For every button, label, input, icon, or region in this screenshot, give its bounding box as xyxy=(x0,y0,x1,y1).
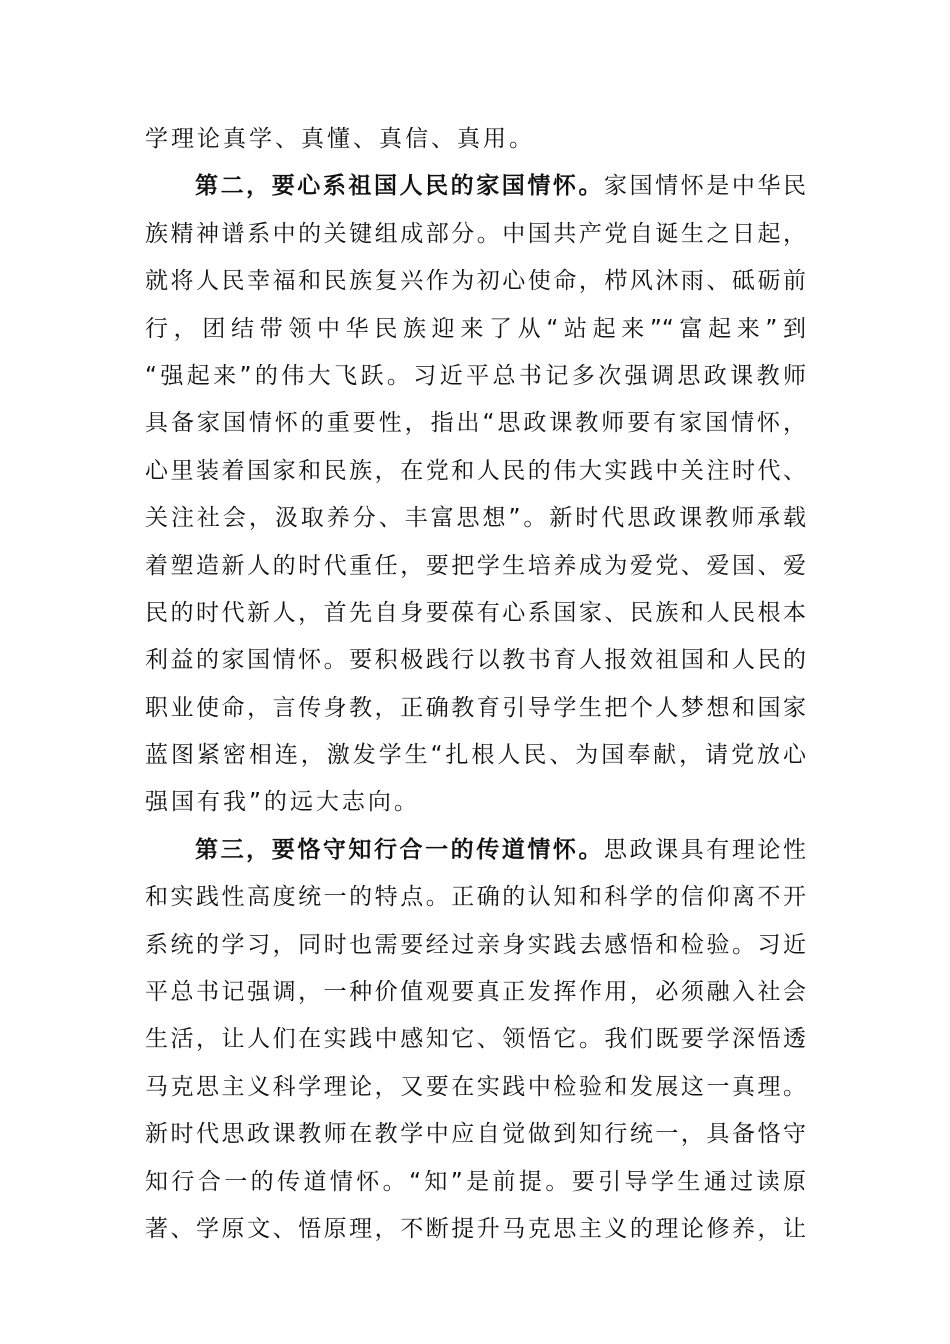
text-line xyxy=(145,827,806,874)
line-text: 系统的学习，同时也需要经过亲身实践去感悟和检验。习近 xyxy=(145,931,806,958)
text-line xyxy=(145,306,806,353)
text-line xyxy=(145,637,806,684)
text-line xyxy=(145,1016,806,1063)
text-line xyxy=(145,495,806,542)
text-line xyxy=(145,590,806,637)
text-line xyxy=(145,1111,806,1158)
line-text: 行，团结带领中华民族迎来了从“站起来”“富起来”到 xyxy=(145,315,806,342)
line-text: 平总书记强调，一种价值观要真正发挥作用，必须融入社会 xyxy=(145,979,806,1006)
line-text: 学理论真学、真懂、真信、真用。 xyxy=(145,126,535,152)
text-line xyxy=(145,969,806,1016)
line-text: 职业使命，言传身教，正确教育引导学生把个人梦想和国家 xyxy=(145,694,806,721)
text-line xyxy=(145,874,806,921)
line-text: 生活，让人们在实践中感知它、领悟它。我们既要学深悟透 xyxy=(145,1026,806,1053)
line-text: 心里装着国家和民族，在党和人民的伟大实践中关注时代、 xyxy=(145,457,806,484)
paragraph-heading: 第二，要心系祖国人民的家国情怀。 xyxy=(195,173,605,200)
line-text: 具备家国情怀的重要性，指出“思政课教师要有家国情怀， xyxy=(145,410,806,437)
text-line xyxy=(145,732,806,779)
text-line xyxy=(145,211,806,258)
line-text: 着塑造新人的时代重任，要把学生培养成为爱党、爱国、爱 xyxy=(145,552,806,579)
text-line xyxy=(145,448,806,495)
line-text: 就将人民幸福和民族复兴作为初心使命，栉风沐雨、砥砺前 xyxy=(145,268,806,295)
text-line xyxy=(145,258,806,305)
line-text: 民的时代新人，首先自身要葆有心系国家、民族和人民根本 xyxy=(145,599,806,626)
document-body xyxy=(145,116,806,1253)
line-text: 家国情怀是中华民 xyxy=(604,173,807,200)
text-line xyxy=(145,163,806,210)
text-line xyxy=(145,1206,806,1253)
line-text: 著、学原文、悟原理，不断提升马克思主义的理论修养，让 xyxy=(145,1215,806,1242)
text-line xyxy=(145,1159,806,1206)
line-text: 强国有我”的远大志向。 xyxy=(145,789,420,816)
text-line xyxy=(145,1064,806,1111)
line-text: 利益的家国情怀。要积极践行以教书育人报效祖国和人民的 xyxy=(145,647,806,674)
line-text: 马克思主义科学理论，又要在实践中检验和发展这一真理。 xyxy=(145,1073,806,1100)
line-text: 知行合一的传道情怀。“知”是前提。要引导学生通过读原 xyxy=(145,1168,806,1195)
paragraph-heading: 第三，要恪守知行合一的传道情怀。 xyxy=(195,836,605,863)
line-text: 蓝图紧密相连，激发学生“扎根人民、为国奉献，请党放心 xyxy=(145,742,806,769)
line-text: 族精神谱系中的关键组成部分。中国共产党自诞生之日起， xyxy=(145,220,806,247)
line-text: 思政课具有理论性 xyxy=(604,836,807,863)
line-text: 新时代思政课教师在教学中应自觉做到知行统一，具备恪守 xyxy=(145,1121,806,1148)
text-line xyxy=(145,922,806,969)
line-text: 和实践性高度统一的特点。正确的认知和科学的信仰离不开 xyxy=(145,884,806,911)
text-line xyxy=(145,116,806,163)
text-line xyxy=(145,543,806,590)
text-line xyxy=(145,400,806,447)
text-line xyxy=(145,779,806,826)
line-text: “强起来”的伟大飞跃。习近平总书记多次强调思政课教师 xyxy=(145,362,806,389)
line-text: 关注社会，汲取养分、丰富思想”。新时代思政课教师承载 xyxy=(145,505,806,532)
text-line xyxy=(145,685,806,732)
text-line xyxy=(145,353,806,400)
